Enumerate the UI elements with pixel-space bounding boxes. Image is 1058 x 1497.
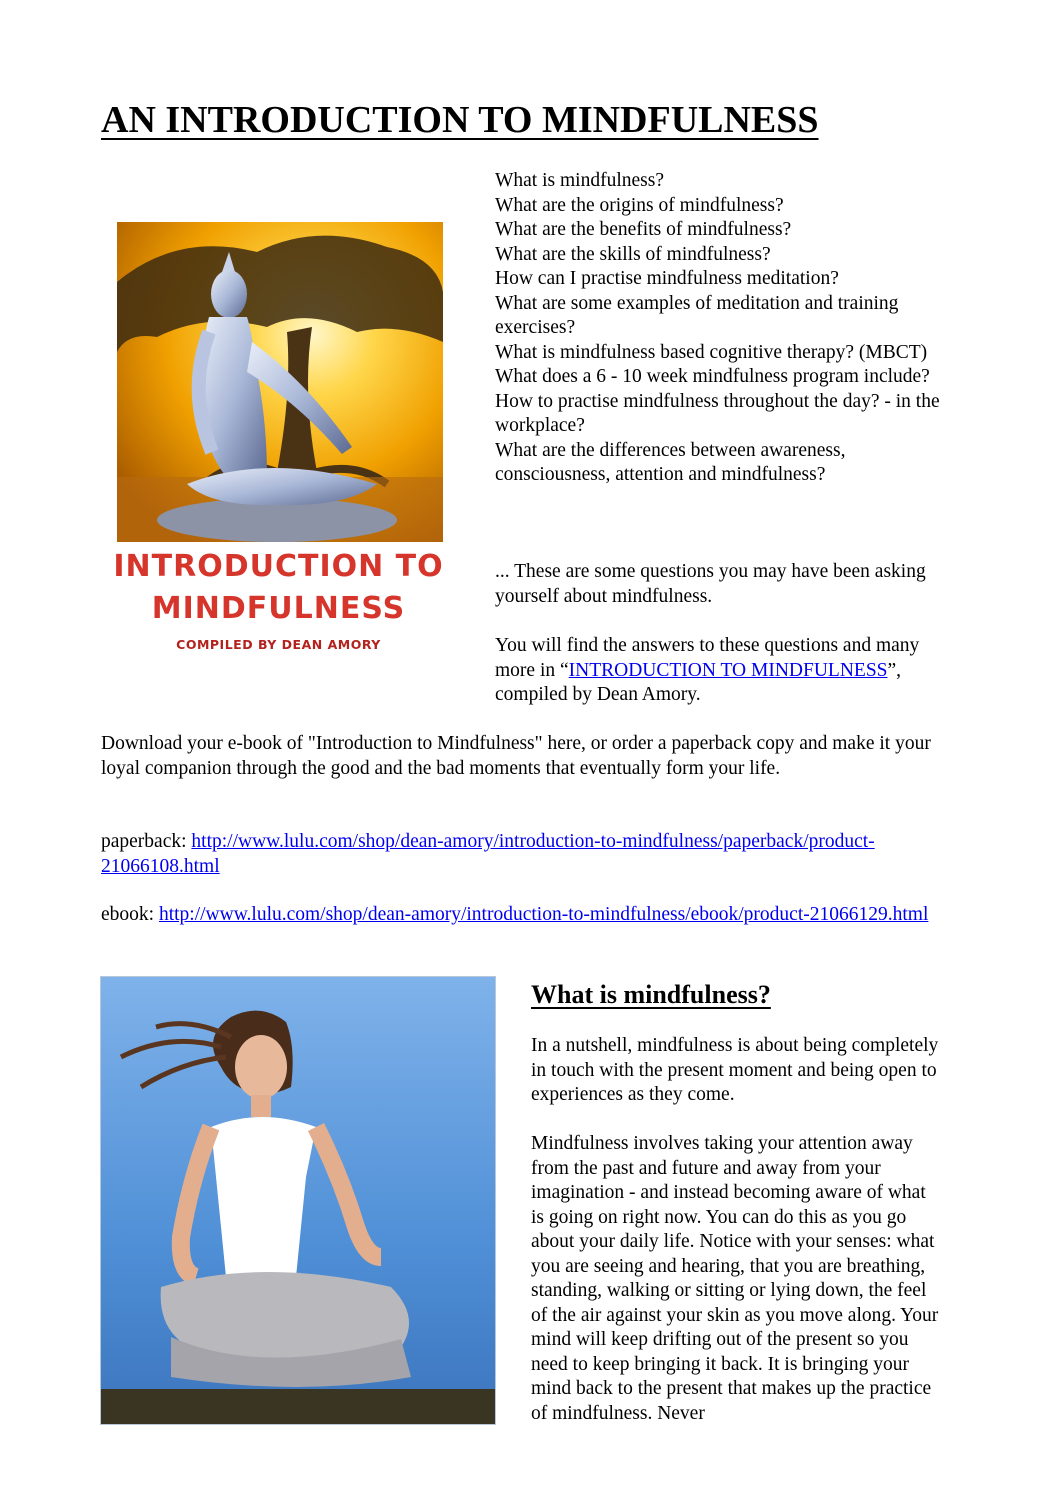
meditation-photo bbox=[100, 976, 496, 1425]
ebook-label: ebook: bbox=[101, 904, 159, 925]
question-item: How to practise mindfulness throughout the day? - in the workplace? bbox=[495, 390, 940, 436]
question-item: What is mindfulness? bbox=[495, 170, 664, 191]
question-item: What are the skills of mindfulness? bbox=[495, 243, 771, 265]
section-paragraph-1: In a nutshell, mindfulness is about being completely in touch with the present moment and being open to experiences as they come. bbox=[531, 1035, 939, 1105]
question-item: How can I practise mindfulness meditation? bbox=[495, 268, 839, 289]
book-title-link[interactable]: INTRODUCTION TO MINDFULNESS bbox=[568, 659, 888, 681]
cover-title-line1: INTRODUCTION TO bbox=[113, 549, 444, 584]
ebook-link[interactable]: http://www.lulu.com/shop/dean-amory/introduction-to-mindfulness/ebook/product-21066129.html bbox=[158, 904, 929, 925]
cover-artwork bbox=[117, 222, 443, 542]
book-cover-image bbox=[101, 170, 456, 670]
question-item: What are the differences between awareness, consciousness, attention and mindfulness? bbox=[495, 439, 846, 485]
paperback-label: paperback: bbox=[101, 831, 192, 852]
answers-paragraph bbox=[495, 634, 945, 708]
paperback-link[interactable]: http://www.lulu.com/shop/dean-amory/introduction-to-mindfulness/paperback/product-21066108.html bbox=[101, 831, 875, 877]
intro-note: ... These are some questions you may have been asking yourself about mindfulness. bbox=[495, 561, 926, 607]
page-title: AN INTRODUCTION TO MINDFULNESS bbox=[101, 99, 819, 141]
section-paragraph-2: Mindfulness involves taking your attention away from the past and future and away from your imagination - and instead becoming aware of what is going on right now. You can do this as you go about your daily life. Notice with your senses: what you are seeing and hearing, that you are breathing, standing, walking or sitting or lying down, the feel of the air against your skin as you move along. Your mind will keep drifting out of the present so you need to keep bringing it back. It is bringing your mind back to the present that makes up the practice of mindfulness. Never bbox=[531, 1133, 939, 1424]
question-item: What is mindfulness based cognitive therapy? (MBCT) bbox=[495, 341, 928, 363]
question-item: What are some examples of meditation and training exercises? bbox=[495, 292, 899, 338]
paperback-line bbox=[101, 830, 941, 879]
answers-text-after: ”, compiled by Dean Amory. bbox=[495, 659, 902, 705]
download-paragraph: Download your e-book of "Introduction to Mindfulness" here, or order a paperback copy and make it your loyal companion through the good and the bad moments that eventually form your life. bbox=[101, 733, 931, 779]
cover-subtitle: COMPILED BY DEAN AMORY bbox=[176, 637, 381, 652]
answers-text-before: You will find the answers to these questions and many more in “ bbox=[495, 635, 920, 681]
ebook-line bbox=[101, 903, 941, 928]
cover-title-line2: MINDFULNESS bbox=[151, 591, 406, 626]
question-item: What are the benefits of mindfulness? bbox=[495, 219, 792, 240]
meditating-woman-illustration bbox=[101, 977, 496, 1425]
question-item: What does a 6 - 10 week mindfulness program include? bbox=[495, 366, 930, 387]
question-item: What are the origins of mindfulness? bbox=[495, 194, 784, 216]
question-list bbox=[495, 169, 945, 488]
meditating-statue-illustration bbox=[117, 222, 443, 542]
section-heading: What is mindfulness? bbox=[531, 980, 771, 1009]
